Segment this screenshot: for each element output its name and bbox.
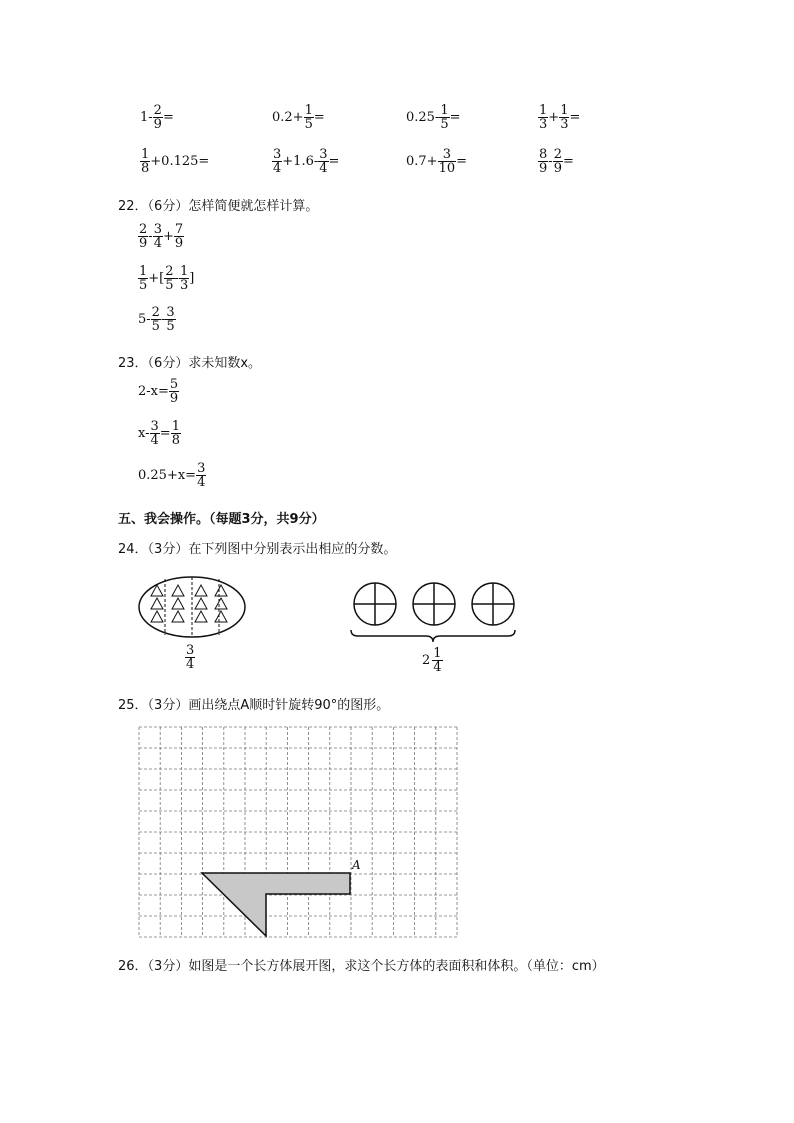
expr-text: = (313, 110, 325, 125)
q22-item-3 (138, 306, 176, 333)
fraction: $\frac{1}{5}$ (304, 103, 313, 132)
expr-text: + (162, 229, 174, 244)
q21-expr (406, 104, 461, 131)
expr-text: 1- (140, 110, 153, 125)
fraction: $\frac{5}{9}$ (169, 377, 179, 406)
section-5-title: 五、我会操作。（每题3分，共9分） (118, 512, 325, 527)
q23-item-2 (138, 420, 181, 447)
q21-expr (538, 104, 580, 131)
q24-left-label: $\frac{3}{4}$ (186, 643, 195, 672)
fraction: $\frac{2}{9}$ (139, 222, 148, 251)
fraction: $\frac{2}{9}$ (553, 147, 562, 176)
fraction: $\frac{2}{9}$ (153, 103, 162, 132)
q23-title: 23．（6分）求未知数x。 (118, 356, 262, 371)
q21-expr (140, 148, 209, 175)
expr-text: ] (189, 271, 195, 286)
circle-2 (413, 583, 455, 625)
expr-text: 2-x= (138, 384, 169, 399)
expr-text: = (562, 154, 574, 169)
expr-text: = (569, 110, 581, 125)
expr-text: = (328, 154, 340, 169)
expr-text: 5- (138, 312, 151, 327)
q24-right-label: 2 $\frac{1}{4}$ (422, 646, 442, 675)
fraction: $\frac{1}{5}$ (139, 264, 148, 293)
fraction: $\frac{3}{4}$ (273, 147, 282, 176)
circle-3 (472, 583, 514, 625)
rotation-grid (138, 726, 458, 938)
fraction: $\frac{1}{3}$ (560, 103, 569, 132)
expr-text: x- (138, 426, 150, 441)
expr-text: - (174, 271, 179, 286)
expr-text: +[ (148, 271, 165, 286)
fraction: $\frac{3}{4}$ (319, 147, 328, 176)
fraction: $\frac{7}{9}$ (174, 222, 184, 251)
q23-item-3 (138, 462, 206, 489)
expr-text: 0.7+ (406, 154, 438, 169)
fraction: $\frac{1}{3}$ (539, 103, 548, 132)
expr-text: = (159, 426, 171, 441)
fraction: $\frac{3}{4}$ (197, 461, 206, 490)
triangle-icons (151, 585, 227, 622)
expr-text: = (456, 154, 468, 169)
fraction: $\frac{8}{9}$ (539, 147, 548, 176)
fraction: $\frac{2}{5}$ (165, 264, 174, 293)
expr-text: 0.25+x= (138, 468, 197, 483)
expr-text: +1.6- (282, 154, 319, 169)
q25-title: 25．（3分）画出绕点A顺时针旋转90°的图形。 (118, 698, 390, 713)
fraction: $\frac{3}{4}$ (153, 222, 162, 251)
expr-text: = (449, 110, 461, 125)
fraction: $\frac{1}{3}$ (179, 264, 189, 293)
q22-item-1 (138, 223, 184, 250)
expr-text: + (548, 110, 560, 125)
q21-expr (406, 148, 467, 175)
expr-text: - (160, 312, 166, 327)
q21-expr (538, 148, 574, 175)
fraction: $\frac{1}{8}$ (171, 419, 180, 448)
q21-expr (140, 104, 174, 131)
q26-title: 26．（3分）如图是一个长方体展开图，求这个长方体的表面积和体积。（单位：cm） (118, 959, 605, 974)
expr-text: 0.25- (406, 110, 440, 125)
expr-text: 0.2+ (272, 110, 304, 125)
expr-text: - (148, 229, 153, 244)
brace-shape (351, 630, 515, 642)
expr-text: = (162, 110, 174, 125)
q21-expr (272, 104, 325, 131)
fraction: $\frac{3}{4}$ (150, 419, 159, 448)
q24-title: 24．（3分）在下列图中分别表示出相应的分数。 (118, 542, 397, 557)
q23-item-1 (138, 378, 179, 405)
fraction: $\frac{3}{5}$ (166, 305, 175, 334)
point-a-label: A (352, 858, 361, 872)
q22-item-2 (138, 265, 194, 292)
fraction: $\frac{1}{5}$ (440, 103, 449, 132)
circle-1 (354, 583, 396, 625)
q22-title: 22．（6分）怎样简便就怎样计算。 (118, 199, 319, 214)
expr-text: +0.125= (150, 154, 210, 169)
fraction: $\frac{2}{5}$ (151, 305, 160, 334)
fraction: $\frac{3}{10}$ (438, 147, 456, 176)
q21-expr (272, 148, 339, 175)
expr-text: - (548, 154, 553, 169)
fraction: $\frac{1}{8}$ (141, 147, 150, 176)
